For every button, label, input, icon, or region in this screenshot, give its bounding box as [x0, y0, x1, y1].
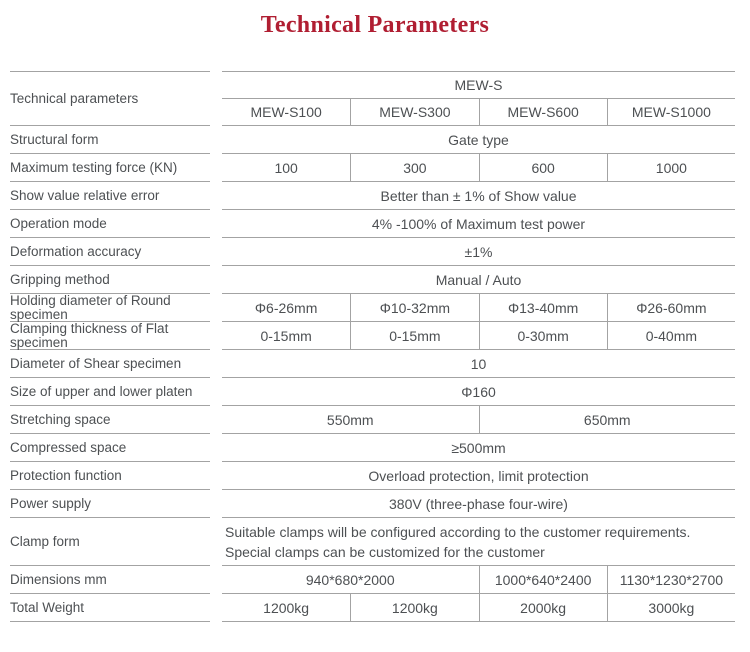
row-label: Protection function: [10, 462, 210, 490]
row-label: Compressed space: [10, 434, 210, 462]
row-label: Diameter of Shear specimen: [10, 350, 210, 378]
column-gap: [210, 266, 222, 294]
column-gap: [210, 434, 222, 462]
column-gap: [210, 322, 222, 350]
row-label: Deformation accuracy: [10, 238, 210, 266]
row-values: [222, 210, 735, 238]
row-compressed-space: [10, 434, 735, 462]
column-gap: [210, 462, 222, 490]
row-platen-size: [10, 378, 735, 406]
clamp-form-line: Special clamps can be customized for the customer: [225, 543, 545, 560]
header-value-stack: [222, 71, 735, 126]
value-cell: Φ26-60mm: [607, 294, 735, 321]
row-clamp-form: [10, 518, 735, 566]
row-stretching-space: [10, 406, 735, 434]
column-gap: [210, 294, 222, 322]
value-cell: 1200kg: [263, 599, 310, 616]
value-cell: 1130*1230*2700: [607, 566, 735, 593]
row-label: Clamp form: [10, 518, 210, 566]
row-header: [10, 71, 735, 126]
value-cell: 100: [274, 159, 298, 176]
row-values: [222, 406, 735, 434]
series-cell: MEW-S: [454, 77, 503, 93]
row-values: [222, 182, 735, 210]
value-cell: 300: [350, 154, 478, 181]
clamp-form-line: Suitable clamps will be configured according to the customer requirements.: [225, 523, 691, 540]
value-cell: ≥500mm: [451, 439, 506, 456]
column-gap: [210, 350, 222, 378]
row-label: Technical parameters: [10, 71, 210, 126]
models-row: [222, 99, 735, 126]
value-cell: 650mm: [479, 406, 736, 433]
value-cell: 4% -100% of Maximum test power: [371, 215, 586, 232]
column-gap: [210, 406, 222, 434]
row-values: [222, 322, 735, 350]
row-operation-mode: [10, 210, 735, 238]
value-cell: Φ13-40mm: [479, 294, 607, 321]
value-cell: 940*680*2000: [305, 571, 395, 588]
value-cell: [222, 518, 735, 565]
column-gap: [210, 126, 222, 154]
column-gap: [210, 594, 222, 622]
value-cell: Manual / Auto: [435, 271, 522, 288]
column-gap: [210, 518, 222, 566]
page-title: Technical Parameters: [260, 12, 490, 38]
row-deformation-accuracy: [10, 238, 735, 266]
model-cell: MEW-S100: [250, 104, 322, 120]
row-label: Gripping method: [10, 266, 210, 294]
column-gap: [210, 238, 222, 266]
row-dimensions: [10, 566, 735, 594]
value-cell: 0-40mm: [607, 322, 735, 349]
row-values: [222, 518, 735, 566]
model-cell: MEW-S1000: [607, 99, 735, 125]
row-structural-form: [10, 126, 735, 154]
row-values: [222, 434, 735, 462]
row-values: [222, 350, 735, 378]
value-cell: 10: [470, 355, 487, 372]
row-values: [222, 490, 735, 518]
column-gap: [210, 182, 222, 210]
value-cell: Φ160: [461, 383, 496, 400]
row-values: [222, 462, 735, 490]
value-cell: 1000: [607, 154, 735, 181]
value-cell: Gate type: [448, 131, 509, 148]
value-cell: 0-30mm: [479, 322, 607, 349]
row-max-testing-force: [10, 154, 735, 182]
row-power-supply: [10, 490, 735, 518]
row-label: Dimensions mm: [10, 566, 210, 594]
model-cell: MEW-S300: [350, 99, 478, 125]
column-gap: [210, 210, 222, 238]
row-label: Maximum testing force (KN): [10, 154, 210, 182]
value-cell: 380V (three-phase four-wire): [389, 495, 568, 512]
row-label: Clamping thickness of Flat specimen: [10, 322, 210, 350]
row-show-value-error: [10, 182, 735, 210]
row-values: [222, 594, 735, 622]
row-label: Power supply: [10, 490, 210, 518]
row-values: [222, 238, 735, 266]
technical-parameters-table: [10, 71, 735, 622]
row-values: [222, 154, 735, 182]
value-cell: Φ10-32mm: [350, 294, 478, 321]
value-cell: 1000*640*2400: [479, 566, 607, 593]
row-label: Total Weight: [10, 594, 210, 622]
value-cell: 1200kg: [350, 594, 478, 621]
row-label: Stretching space: [10, 406, 210, 434]
value-cell: 0-15mm: [260, 327, 312, 344]
value-cell: ±1%: [464, 243, 493, 260]
row-label: Structural form: [10, 126, 210, 154]
row-clamping-thickness-flat: [10, 322, 735, 350]
row-values: [222, 266, 735, 294]
value-cell: 2000kg: [479, 594, 607, 621]
column-gap: [210, 566, 222, 594]
series-row: [222, 71, 735, 99]
row-holding-diameter-round: [10, 294, 735, 322]
row-protection-function: [10, 462, 735, 490]
row-shear-specimen-diameter: [10, 350, 735, 378]
model-cell: MEW-S600: [479, 99, 607, 125]
row-values: [222, 566, 735, 594]
value-cell: 0-15mm: [350, 322, 478, 349]
row-label: Show value relative error: [10, 182, 210, 210]
row-values: [222, 126, 735, 154]
value-cell: 600: [479, 154, 607, 181]
row-label: Holding diameter of Round specimen: [10, 294, 210, 322]
value-cell: Overload protection, limit protection: [368, 467, 589, 484]
value-cell: Φ6-26mm: [254, 299, 318, 316]
column-gap: [210, 490, 222, 518]
column-gap: [210, 154, 222, 182]
row-values: [222, 378, 735, 406]
column-gap: [210, 378, 222, 406]
value-cell: Better than ± 1% of Show value: [380, 187, 577, 204]
row-label: Size of upper and lower platen: [10, 378, 210, 406]
row-gripping-method: [10, 266, 735, 294]
value-cell: 550mm: [326, 411, 374, 428]
value-cell: 3000kg: [607, 594, 735, 621]
column-gap: [210, 71, 222, 126]
row-label: Operation mode: [10, 210, 210, 238]
row-values: [222, 294, 735, 322]
row-total-weight: [10, 594, 735, 622]
